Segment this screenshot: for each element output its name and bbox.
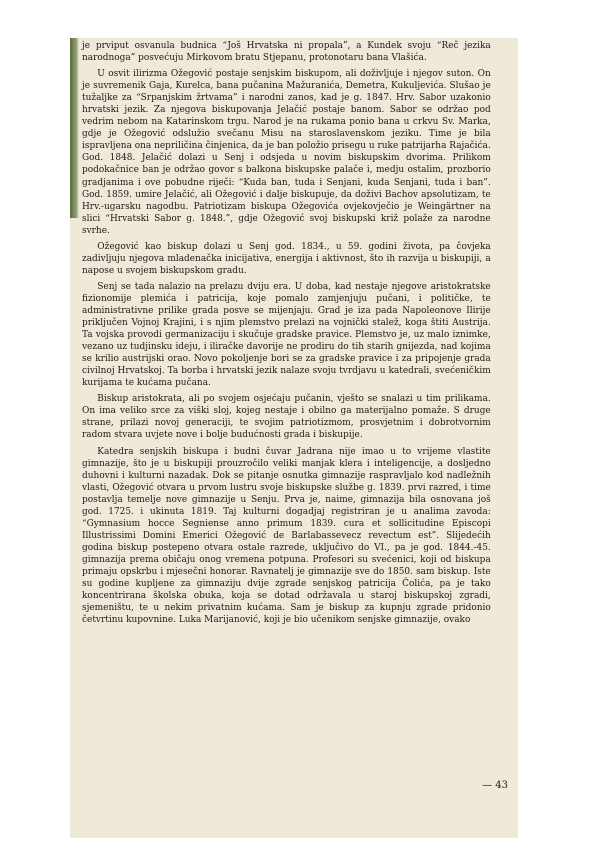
paragraph: Biskup aristokrata, ali po svojem osjećaju pučanin, vješto se snalazi u tim prilikama. On ima veliko srce za viški sloj, kojeg nestaje i obilno ga materijalno pomaže. S druge strane, prilazi novoj generaciji, te svojim patriotizmom, prosvjetnim i dobrotvornim radom stvara uvjete nove i bolje budućnosti grada i biskupije. <box>82 393 491 441</box>
paragraph: U osvit ilirizma Ožegović postaje senjskim biskupom, ali doživljuje i njegov suton. On je suvremenik Gaja, Kurelca, bana pučanina Mažuranića, Demetra, Kukuljevića. Slušao je tužaljke za “Srpanjskim žrtvama” i narodni zanos, kad je g. 1847. Hrv. Sabor uzakonio hrvatski jezik. Za njegova biskupovanja Jelačić postaje banom. Sabor se održao pod vedrim nebom na Katarinskom trgu. Narod je na rukama ponio bana u crkvu Sv. Marka, gdje je Ožegović odslužio svečanu Misu na staroslavenskom jeziku. Time je bila ispravljena ona nepriličina činjenica, da je ban položio prisegu u ruke patrijarha Rajačića. God. 1848. Jelačić dolazi u Senj i odsjeda u novim biskupskim dvorima. Prilikom podokačnice ban je održao govor s balkona biskupske palače i, medju ostalim, prozborio gradjanima i ove pobudne riječi: “Kuda ban, tuda i Senjani, kuda Senjani, tuda i ban”. God. 1859. umire Jelačić, ali Ožegović i dalje biskupuje, da doživi Bachov apsolutizam, te Hrv.-ugarsku nagodbu. Patriotizam biskupa Ožegovića ovjekovječio je Weingärtner na slici “Hrvatski Sabor g. 1848.”, gdje Ožegović svoj biskupski križ polaže za narodne svrhe. <box>82 68 491 236</box>
body-text <box>82 40 491 630</box>
paragraph: Ožegović kao biskup dolazi u Senj god. 1834., u 59. godini života, pa čovjeka zadivljuju njegova mladenačka inicijativa, energija i aktivnost, što ih razvija u biskupiji, a napose u svojem biskupskom gradu. <box>82 240 491 276</box>
book-page <box>70 38 518 838</box>
binding-gutter <box>70 38 79 218</box>
page-number: — 43 <box>482 780 508 791</box>
paragraph: Katedra senjskih biskupa i budni čuvar Jadrana nije imao u to vrijeme vlastite gimnazije, što je u biskupiji prouzročilo veliki manjak klera i inteligencije, a dosljedno duhovni i kulturni nazadak. Dok se pitanje osnutka gimnazije raspravljalo kod nadležnih vlasti, Ožegović otvara u prvom lustru svoje biskupske službe g. 1839. prvi razred, i time postavlja temelje nove gimnazije u Senju. Prva je, naime, gimnazija bila osnovana još god. 1725. i ukinuta 1819. Taj kulturni dogadjaj registriran je u analima zavoda: “Gymnasium hocce Segniense anno primum 1839. cura et sollicitudine Episcopi Illustrissimi Domini Emerici Ožegović de Barlabassevecz revectum est”. Slijedećih godina biskup postepeno otvara ostale razrede, uključivo do VI., pa je god. 1844.-45. gimnazija prema običaju onog vremena potpuna. Profesori su svećenici, koji od biskupa primaju opskrbu i mjesečni honorar. Ravnatelj je gimnazije sve do 1850. sam biskup. Iste su godine kupljene za gimnaziju dvije zgrade senjskog patricija Čolića, pa je tako koncentrirana školska obuka, koja se dotad održavala u staroj biskupskoj zgradi, sjemeništu, te u nekim privatnim kućama. Sam je biskup za kupnju zgrade pridonio četvrtinu kupovnine. Luka Marijanović, koji je bio učenikom senjske gimnazije, ovako <box>82 445 491 626</box>
paragraph: je prviput osvanula budnica “Još Hrvatska ni propala”, a Kundek svoju “Reč jezika narodnoga” posvećuju Mirkovom bratu Stjepanu, protonotaru bana Vlašića. <box>82 40 491 64</box>
paragraph: Senj se tada nalazio na prelazu dviju era. U doba, kad nestaje njegove aristokratske fizionomije plemića i patricija, koje pomalo zamjenjuju pučani, i političke, te administrativne prilike grada posve se mijenjaju. Grad je iza pada Napoleonove Ilirije priključen Vojnoj Krajini, i s njim plemstvo prelazi na vojnički stalež, koga štiti Austrija. Ta vojska provodi germanizaciju i skučuje gradske pravice. Plemstvo je, uz malo iznimke, vezano uz tudjinsku ideju, i iliračke davorije ne prodiru do tih starih gnijezda, nad kojima se krilio austrijski orao. Novo pokoljenje bori se za gradske pravice i za pripojenje grada civilnoj Hrvatskoj. Ta borba i hrvatski jezik nalaze svoju tvrdjavu u katedrali, svećeničkim kurijama te kućama pučana. <box>82 280 491 389</box>
